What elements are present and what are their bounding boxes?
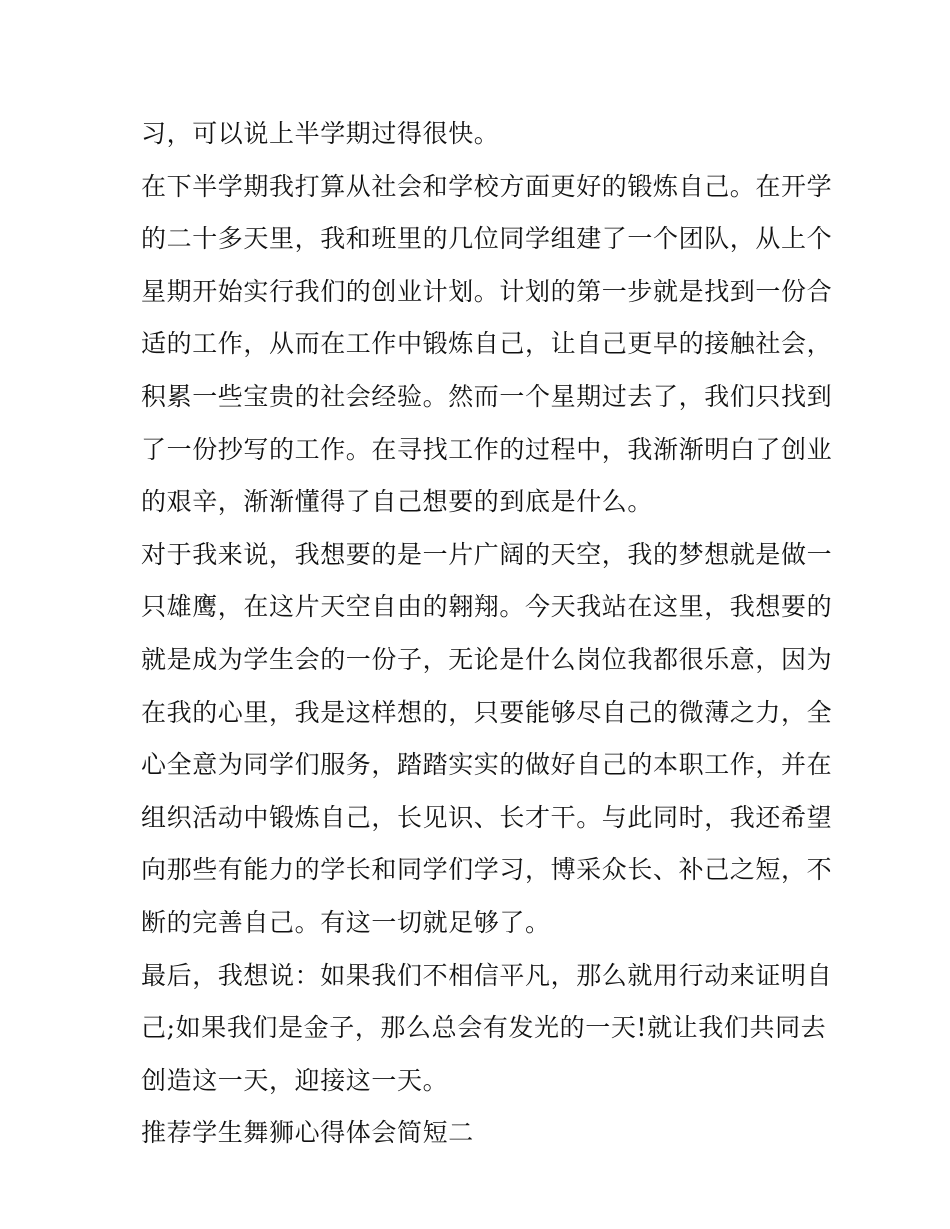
text-line: 在下半学期我打算从社会和学校方面更好的锻炼自己。在开学: [141, 171, 833, 201]
text-line: 就是成为学生会的一份子，无论是什么岗位我都很乐意，因为: [141, 644, 833, 674]
text-line: 的艰辛，渐渐懂得了自己想要的到底是什么。: [141, 487, 654, 517]
text-line: 积累一些宝贵的社会经验。然而一个星期过去了，我们只找到: [141, 381, 833, 411]
section-heading: 推荐学生舞狮心得体会简短二: [141, 1118, 474, 1148]
document-body: [141, 108, 833, 1160]
text-line: 断的完善自己。有这一切就足够了。: [141, 907, 551, 937]
text-line: 向那些有能力的学长和同学们学习，博采众长、补己之短，不: [141, 855, 833, 885]
text-line: 创造这一天，迎接这一天。: [141, 1065, 449, 1095]
text-line: 只雄鹰，在这片天空自由的翱翔。今天我站在这里，我想要的: [141, 592, 833, 622]
text-line: 星期开始实行我们的创业计划。计划的第一步就是找到一份合: [141, 276, 833, 306]
text-line: 适的工作，从而在工作中锻炼自己，让自己更早的接触社会，: [141, 329, 833, 359]
text-line: 了一份抄写的工作。在寻找工作的过程中，我渐渐明白了创业: [141, 434, 833, 464]
text-line: 组织活动中锻炼自己，长见识、长才干。与此同时，我还希望: [141, 802, 833, 832]
text-line: 最后，我想说：如果我们不相信平凡，那么就用行动来证明自: [141, 960, 833, 990]
text-line: 心全意为同学们服务，踏踏实实的做好自己的本职工作，并在: [141, 750, 833, 780]
text-line: 的二十多天里，我和班里的几位同学组建了一个团队，从上个: [141, 224, 833, 254]
text-line: 习，可以说上半学期过得很快。: [141, 119, 500, 148]
text-line: 己;如果我们是金子，那么总会有发光的一天!就让我们共同去: [141, 1013, 827, 1043]
text-line: 在我的心里，我是这样想的，只要能够尽自己的微薄之力，全: [141, 697, 833, 727]
text-line: 对于我来说，我想要的是一片广阔的天空，我的梦想就是做一: [141, 539, 833, 569]
